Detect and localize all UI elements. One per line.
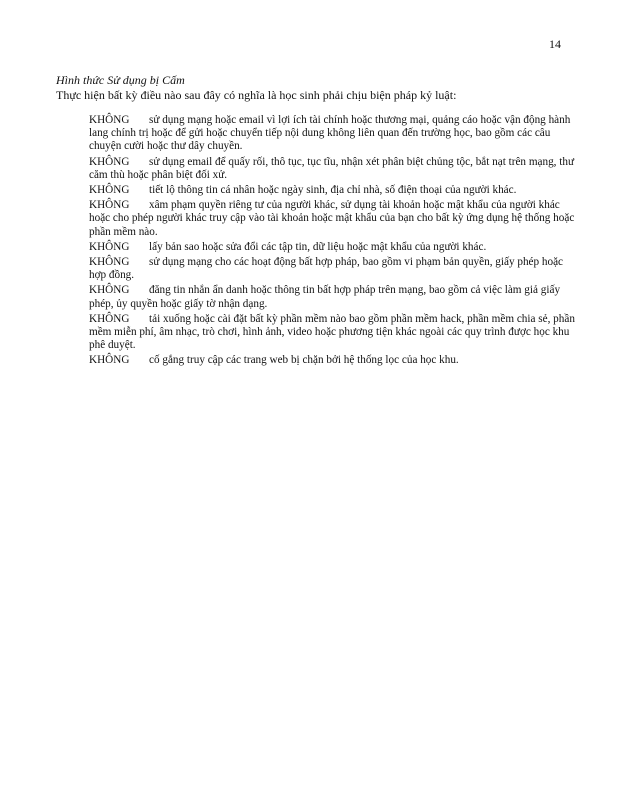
- rule-text: cố gắng truy cập các trang web bị chặn bởi hệ thống lọc của học khu.: [149, 354, 459, 367]
- rule-keyword: KHÔNG: [89, 184, 130, 197]
- list-item: [56, 184, 576, 197]
- rule-text: xâm phạm quyền riêng tư của người khác, sử dụng tài khoản hoặc mật khẩu của người khác hoặc cho phép người khác truy cập vào tài khoản hoặc mật khẩu của bạn cho bất kỳ ứng dụng hệ thống hoặc phần mềm nào.: [89, 199, 575, 238]
- list-item: [56, 354, 576, 367]
- rule-keyword: KHÔNG: [89, 240, 130, 253]
- rule-text: sử dụng mạng cho các hoạt động bất hợp pháp, bao gồm vi phạm bản quyền, giấy phép hoặc hợp đồng.: [89, 256, 564, 282]
- rule-text: sử dụng email để quấy rối, thô tục, tục tĩu, nhận xét phân biệt chủng tộc, bắt nạt trên mạng, thư căm thù hoặc phân biệt đối xử.: [89, 155, 575, 181]
- rule-keyword: KHÔNG: [89, 155, 130, 168]
- list-item: [56, 156, 576, 182]
- list-item: [56, 313, 576, 353]
- list-item: [56, 114, 576, 154]
- rule-keyword: KHÔNG: [89, 284, 130, 297]
- rule-text: lấy bản sao hoặc sửa đổi các tập tin, dữ liệu hoặc mật khẩu của người khác.: [149, 240, 487, 253]
- rule-keyword: KHÔNG: [89, 312, 130, 325]
- list-item: [56, 199, 576, 239]
- intro-paragraph: Thực hiện bất kỳ điều nào sau đây có nghĩa là học sinh phải chịu biện pháp kỷ luật:: [56, 88, 457, 102]
- rule-text: đăng tin nhắn ẩn danh hoặc thông tin bất hợp pháp trên mạng, bao gồm cả việc làm giả giấy phép, ủy quyền hoặc giấy tờ nhận dạng.: [89, 284, 561, 310]
- rule-text: tải xuống hoặc cài đặt bất kỳ phần mềm nào bao gồm phần mềm hack, phần mềm chia sẻ, phần mềm miễn phí, âm nhạc, trò chơi, hình ảnh, video hoặc phương tiện khác ngoài các quy trình được học khu phê duyệt.: [89, 312, 575, 352]
- page-number: 14: [549, 37, 561, 51]
- rule-keyword: KHÔNG: [89, 199, 130, 212]
- rule-keyword: KHÔNG: [89, 354, 130, 367]
- list-item: [56, 284, 576, 310]
- rule-keyword: KHÔNG: [89, 114, 130, 126]
- list-item: [56, 256, 576, 282]
- list-item: [56, 241, 576, 254]
- section-heading: Hình thức Sử dụng bị Cấm: [56, 73, 185, 87]
- rule-keyword: KHÔNG: [89, 256, 130, 269]
- rule-text: sử dụng mạng hoặc email vì lợi ích tài chính hoặc thương mại, quảng cáo hoặc vận động hành lang chính trị hoặc để gửi hoặc chuyển tiếp nội dung không liên quan đến trường học, bao gồm các câu chuyện cười hoặc thư dây chuyền.: [89, 114, 571, 153]
- rule-text: tiết lộ thông tin cá nhân hoặc ngày sinh, địa chỉ nhà, số điện thoại của người khác.: [149, 184, 517, 197]
- prohibited-uses-list: [56, 114, 576, 370]
